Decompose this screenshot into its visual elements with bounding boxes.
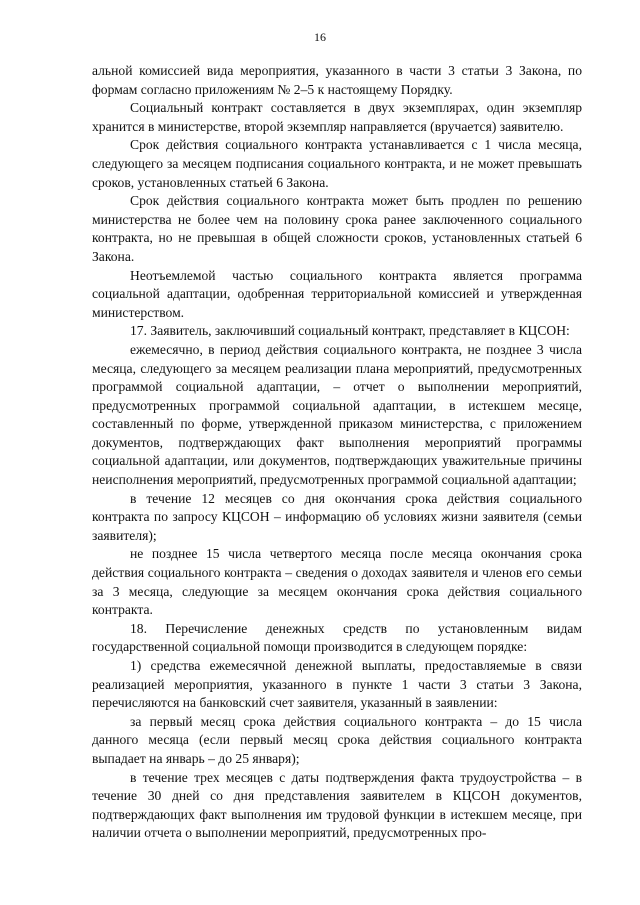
paragraph: альной комиссией вида мероприятия, указанного в части 3 статьи 3 Закона, по формам согласно приложениям № 2–5 к настоящему Порядку. [92, 63, 582, 97]
paragraph: ежемесячно, в период действия социального контракта, не позднее 3 числа месяца, следующего за месяцем реализации плана мероприятий, предусмотренных программой социальной адаптации, – отчет о выполнении мероприятий, предусмотренных программой социальной адаптации, в истекшем месяце, составленный по форме, утвержденной приказом министерства, с приложением документов, подтверждающих факт выполнения мероприятий программы социальной адаптации, или документов, подтверждающих уважительные причины неисполнения мероприятий, предусмотренных программой социальной адаптации; [92, 341, 582, 488]
paragraph: Социальный контракт составляется в двух экземплярах, один экземпляр хранится в министерстве, второй экземпляр направляется (вручается) заявителю. [92, 100, 582, 134]
paragraph: за первый месяц срока действия социального контракта – до 15 числа данного месяца (если первый месяц срока действия социального контракта выпадает на январь – до 25 января); [92, 713, 582, 766]
paragraph: 17. Заявитель, заключивший социальный контракт, представляет в КЦСОН: [130, 323, 570, 339]
paragraph: 18. Перечисление денежных средств по установленным видам государственной социальной помощи производится в следующем порядке: [92, 620, 582, 655]
page-number: 16 [314, 30, 326, 44]
paragraph: Срок действия социального контракта устанавливается с 1 числа месяца, следующего за месяцем подписания социального контракта, и не может превышать сроков, установленных статьей 6 Закона. [92, 137, 582, 190]
paragraph: 1) средства ежемесячной денежной выплаты, предоставляемые в связи реализацией мероприятия, указанного в пункте 1 части 3 статьи 3 Закона, перечисляются на банковский счет заявителя, указанный в заявлении: [92, 658, 582, 711]
paragraph: Срок действия социального контракта может быть продлен по решению министерства не более чем на половину срока ранее заключенного социального контракта, но не превышая в общей сложности сроков, установленных статьей 6 Закона. [92, 193, 582, 264]
paragraph: в течение трех месяцев с даты подтверждения факта трудоустройства – в течение 30 дней со дня представления заявителем в КЦСОН документов, подтверждающих факт выполнения им трудовой функции в истекшем месяце, при наличии отчета о выполнении мероприятий, предусмотренных про- [92, 769, 582, 841]
paragraph: в течение 12 месяцев со дня окончания срока действия социального контракта по запросу КЦСОН – информацию об условиях жизни заявителя (семьи заявителя); [92, 490, 582, 543]
document-body [92, 62, 582, 843]
paragraph: Неотъемлемой частью социального контракта является программа социальной адаптации, одобренная территориальной комиссией и утвержденная министерством. [92, 267, 582, 320]
paragraph: не позднее 15 числа четвертого месяца после месяца окончания срока действия социального контракта – сведения о доходах заявителя и членов его семьи за 3 месяца, следующие за месяцем окончания срока действия социального контракта. [92, 546, 582, 618]
